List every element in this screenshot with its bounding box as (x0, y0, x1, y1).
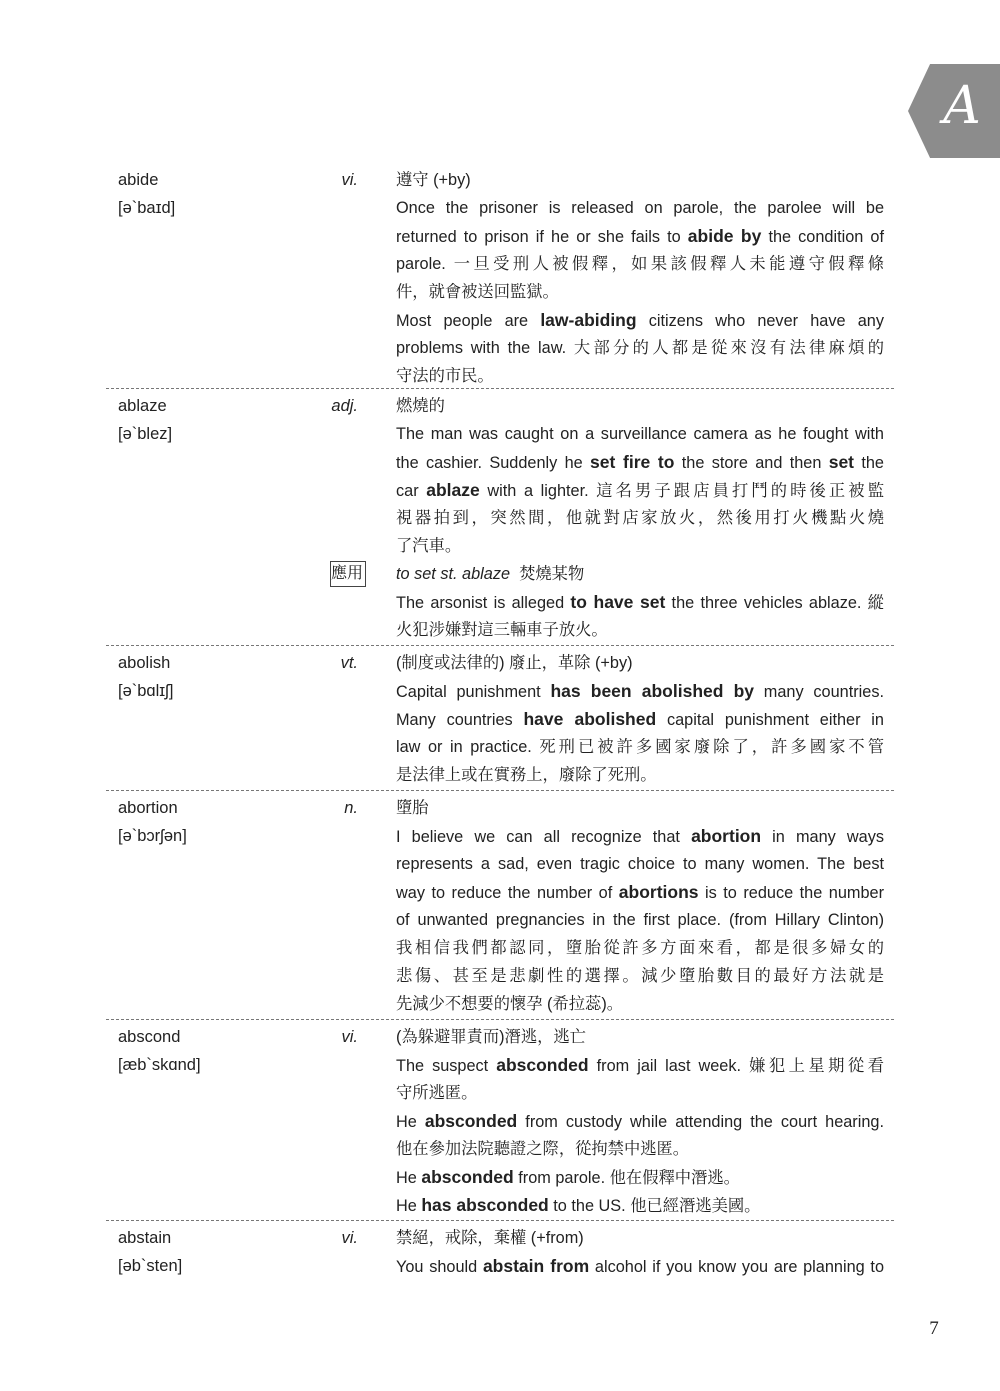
pronunciation: [æb`skɑnd] (118, 1056, 201, 1074)
example-line: parole. 一旦受刑人被假釋，如果該假釋人未能遵守假釋條 (396, 255, 884, 273)
headword: abortion (118, 799, 178, 817)
example-line: way to reduce the number of abortions is to reduce the number (396, 882, 885, 902)
headword: abstain (118, 1229, 172, 1247)
section-letter: A (943, 76, 981, 136)
example-line: the cashier. Suddenly he set fire to the store and then set the (396, 452, 884, 472)
dictionary-entries (106, 163, 894, 1284)
pronunciation: [ə`bɔrʃən] (118, 827, 187, 845)
entry-ablaze (106, 389, 894, 646)
definition: 墮胎 (396, 799, 429, 817)
example-line: The arsonist is alleged to have set the three vehicles ablaze. 縱 (396, 592, 884, 612)
example-line: 是法律上或在實務上，廢除了死刑。 (396, 766, 657, 784)
example-line: 了汽車。 (396, 537, 462, 555)
example-line: 悲傷、甚至是悲劇性的選擇。減少墮胎數目的最好方法就是 (396, 967, 884, 985)
definition: (為躲避罪責而)潛逃，逃亡 (396, 1028, 586, 1046)
part-of-speech: vi. (341, 1229, 358, 1247)
part-of-speech: vi. (341, 171, 358, 189)
example-line: 件，就會被送回監獄。 (396, 283, 559, 301)
entry-abide (106, 163, 894, 389)
example-line: The man was caught on a surveillance camera as he fought with (396, 425, 884, 443)
example-line: 守法的市民。 (396, 367, 494, 385)
entry-abstain (106, 1221, 894, 1284)
example-line: represents a sad, even tragic choice to many women. The best (396, 855, 884, 873)
pronunciation: [ə`blez] (118, 425, 173, 443)
page-number: 7 (929, 1318, 939, 1339)
example-line: Most people are law-abiding citizens who never have any (396, 310, 884, 330)
example-line: problems with the law. 大部分的人都是從來沒有法律麻煩的 (396, 339, 884, 357)
entry-abortion (106, 791, 894, 1020)
pronunciation: [ə`baɪd] (118, 199, 176, 217)
usage-translation: 焚燒某物 (519, 565, 585, 583)
example-line: The suspect absconded from jail last week. 嫌犯上星期從看 (396, 1055, 884, 1075)
headword: abolish (118, 654, 171, 672)
example-line: He absconded from custody while attending the court hearing. (396, 1111, 884, 1131)
part-of-speech: n. (344, 799, 358, 817)
example-line: 火犯涉嫌對這三輛車子放火。 (396, 621, 608, 639)
entry-abscond (106, 1020, 894, 1221)
pronunciation: [əb`sten] (118, 1257, 183, 1275)
example-line: I believe we can all recognize that abortion in many ways (396, 826, 884, 846)
part-of-speech: adj. (331, 397, 358, 415)
definition: (制度或法律的) 廢止，革除 (+by) (396, 654, 633, 672)
usage-label: 應用 (330, 561, 366, 587)
entry-abolish (106, 646, 894, 791)
pronunciation: [ə`bɑlɪʃ] (118, 682, 174, 700)
example-line: Capital punishment has been abolished by many countries. (396, 681, 884, 701)
definition: 燃燒的 (396, 397, 445, 415)
example-line: 他在參加法院聽證之際，從拘禁中逃匿。 (396, 1140, 690, 1158)
example-line: 我相信我們都認同，墮胎從許多方面來看，都是很多婦女的 (396, 939, 884, 957)
example-line: He absconded from parole. 他在假釋中潛逃。 (396, 1167, 740, 1187)
example-line: 先減少不想要的懷孕 (希拉蕊)。 (396, 995, 624, 1013)
part-of-speech: vt. (340, 654, 358, 672)
part-of-speech: vi. (341, 1028, 358, 1046)
example-line: of unwanted pregnancies in the first place. (from Hillary Clinton) (396, 911, 884, 929)
example-line: You should abstain from alcohol if you know you are planning to (396, 1256, 884, 1276)
definition: 禁絕，戒除，棄權 (+from) (396, 1229, 584, 1247)
usage-phrase: to set st. ablaze (396, 565, 511, 583)
usage-line (331, 560, 884, 588)
example-line: He has absconded to the US. 他已經潛逃美國。 (396, 1195, 761, 1215)
headword: ablaze (118, 397, 167, 415)
example-line: returned to prison if he or she fails to abide by the condition of (396, 226, 884, 246)
example-line: 視器拍到，突然間，他就對店家放火，然後用打火機點火燒 (396, 509, 884, 527)
definition: 遵守 (+by) (396, 171, 471, 189)
example-line: law or in practice. 死刑已被許多國家廢除了，許多國家不管 (396, 738, 884, 756)
headword: abscond (118, 1028, 181, 1046)
example-line: Once the prisoner is released on parole, the parolee will be (396, 199, 884, 217)
example-line: car ablaze with a lighter. 這名男子跟店員打鬥的時後正被監 (396, 480, 884, 500)
example-line: Many countries have abolished capital punishment either in (396, 709, 884, 729)
example-line: 守所逃匿。 (396, 1084, 478, 1102)
headword: abide (118, 171, 159, 189)
